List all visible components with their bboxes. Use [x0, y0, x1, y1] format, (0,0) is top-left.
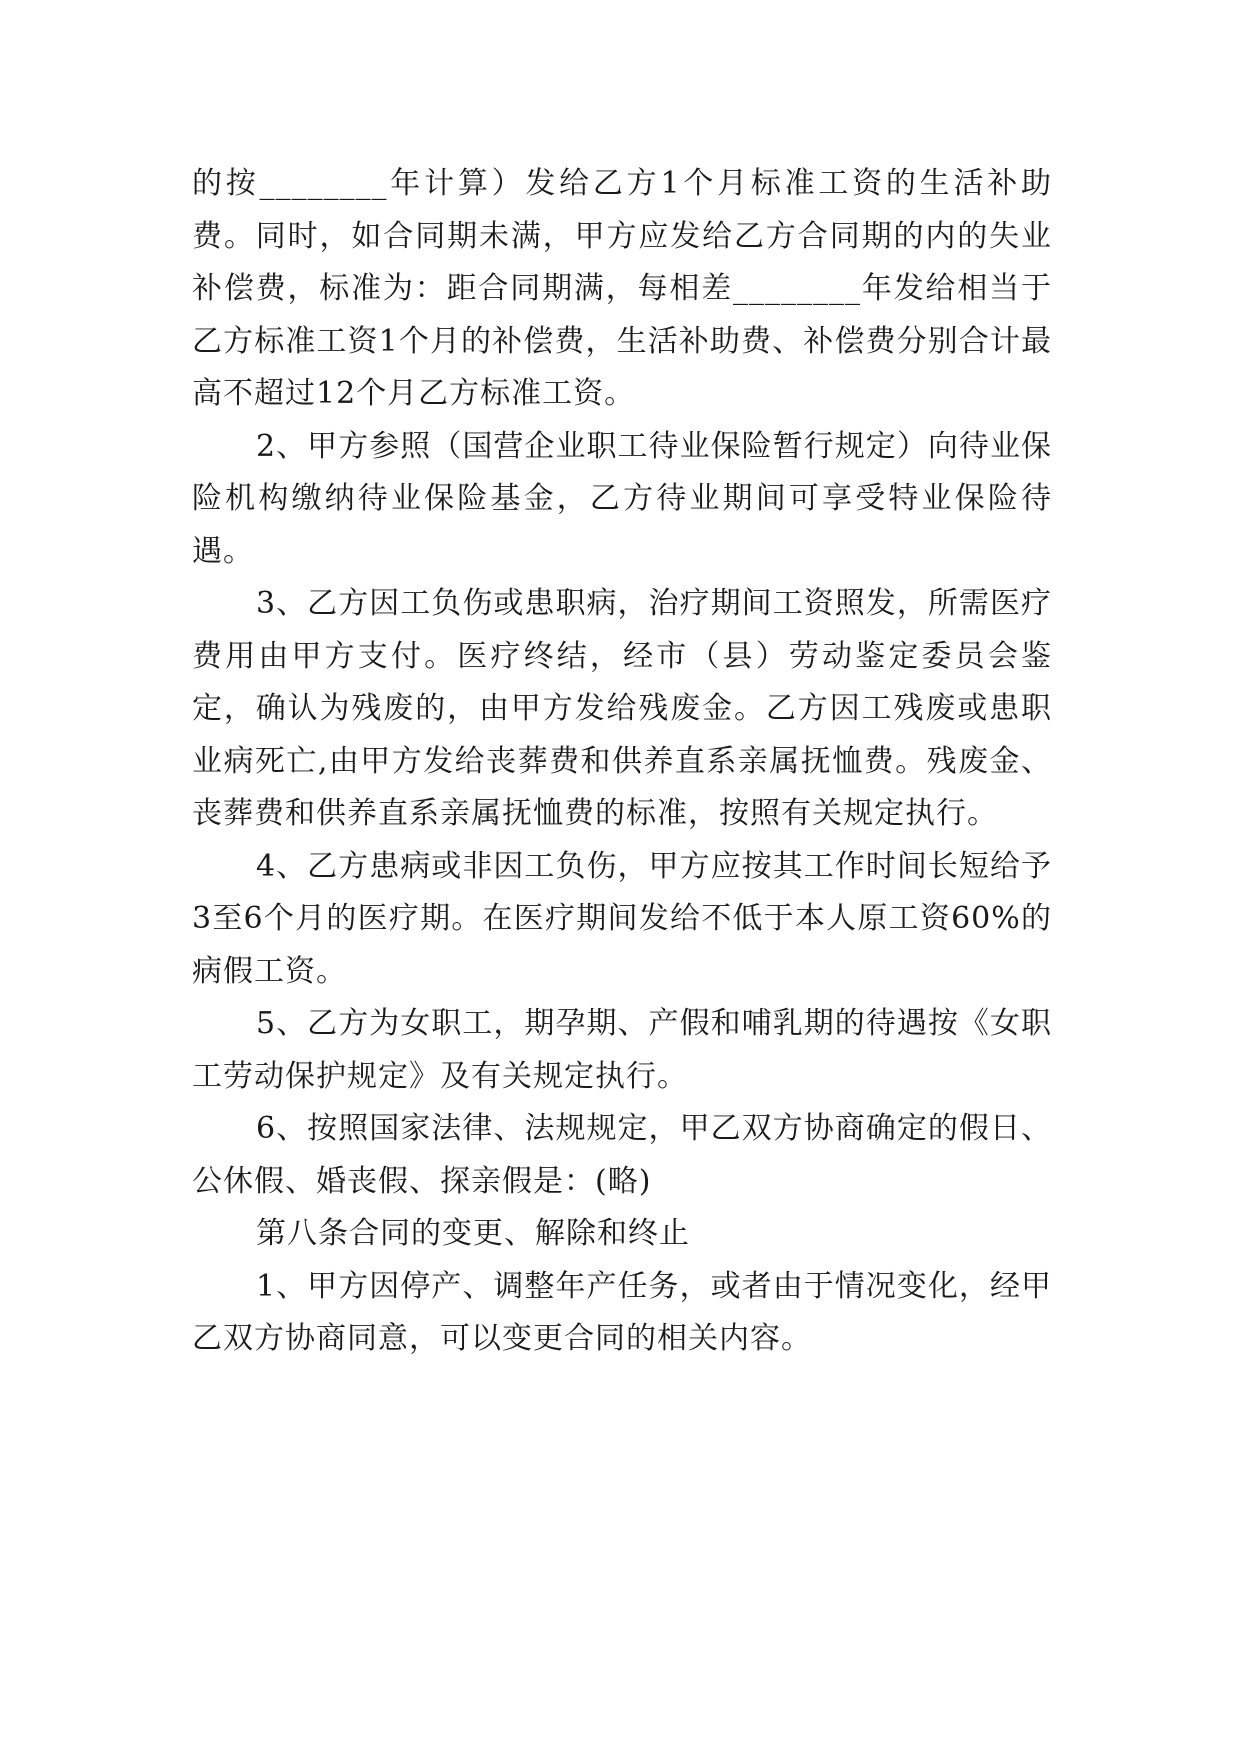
- paragraph-item-2: 2、甲方参照（国营企业职工待业保险暂行规定）向待业保险机构缴纳待业保险基金，乙方待业期间可享受特业保险待遇。: [192, 428, 1052, 569]
- paragraph-continuation: 的按________年计算）发给乙方1个月标准工资的生活补助费。同时，如合同期未满，甲方应发给乙方合同期的内的失业补偿费，标准为：距合同期满，每相差________年发给相当于乙方标准工资1个月的补偿费，生活补助费、补偿费分别合计最高不超过12个月乙方标准工资。: [192, 166, 1052, 411]
- paragraph-item-6: 6、按照国家法律、法规规定，甲乙双方协商确定的假日、公休假、婚丧假、探亲假是：(略): [192, 1111, 1052, 1199]
- section-heading-article-8: 第八条合同的变更、解除和终止: [256, 1216, 690, 1251]
- paragraph-item-4: 4、乙方患病或非因工负伤，甲方应按其工作时间长短给予3至6个月的医疗期。在医疗期间发给不低于本人原工资60%的病假工资。: [192, 848, 1052, 989]
- paragraph-article-8-item-1: 1、甲方因停产、调整年产任务，或者由于情况变化，经甲乙双方协商同意，可以变更合同的相关内容。: [192, 1268, 1052, 1356]
- paragraph-item-5: 5、乙方为女职工，期孕期、产假和哺乳期的待遇按《女职工劳动保护规定》及有关规定执行。: [192, 1006, 1052, 1094]
- document-body: [192, 158, 1052, 1366]
- paragraph-item-3: 3、乙方因工负伤或患职病，治疗期间工资照发，所需医疗费用由甲方支付。医疗终结，经市（县）劳动鉴定委员会鉴定，确认为残废的，由甲方发给残废金。乙方因工残废或患职业病死亡,由甲方发给丧葬费和供养直系亲属抚恤费。残废金、丧葬费和供养直系亲属抚恤费的标准，按照有关规定执行。: [192, 586, 1052, 831]
